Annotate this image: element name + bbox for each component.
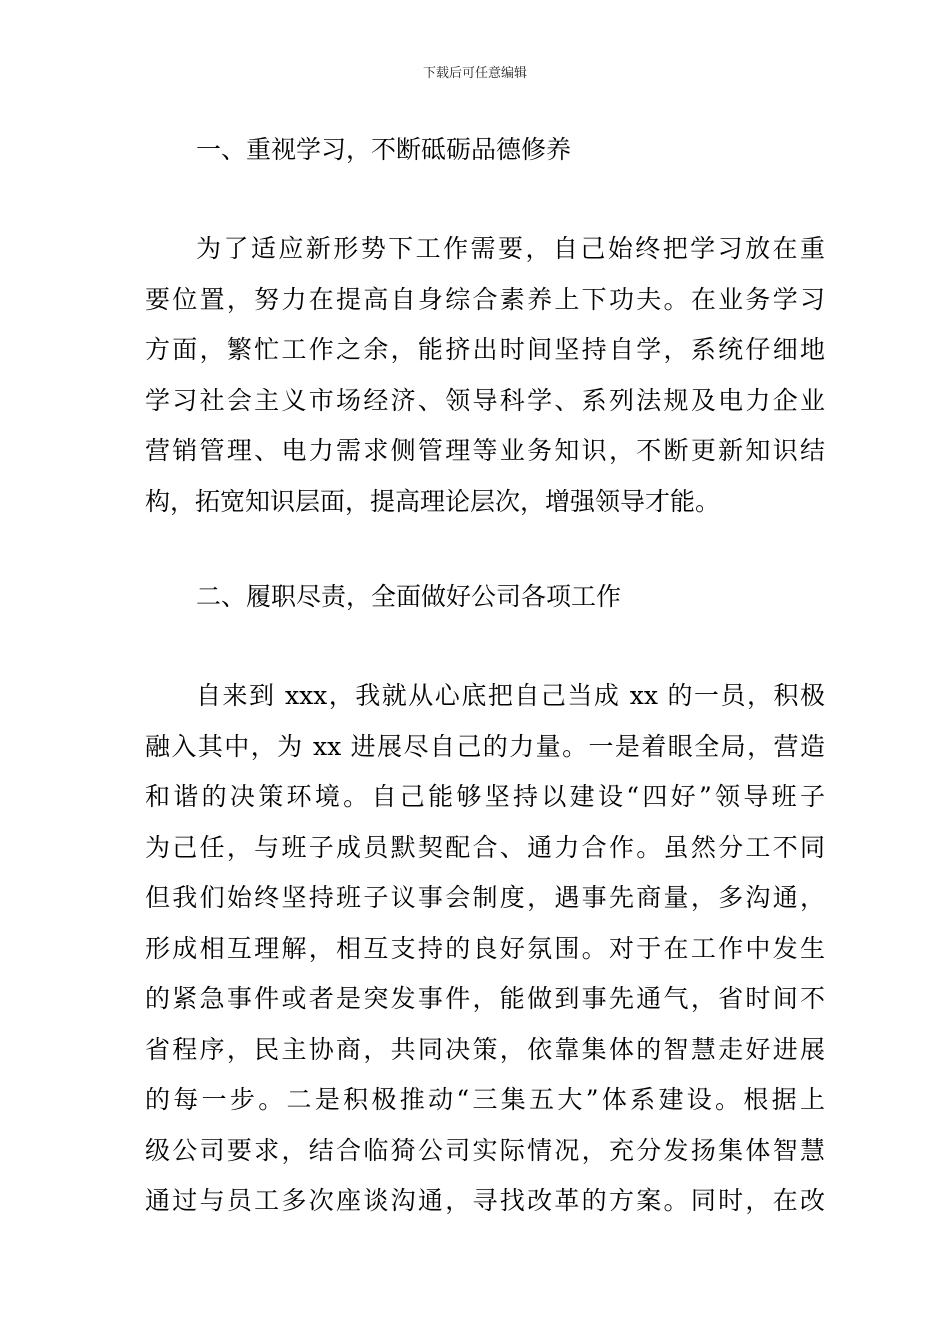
paragraph-line: 和谐的决策环境。自己能够坚持以建设“四好”领导班子 (145, 782, 825, 811)
paragraph-line: 但我们始终坚持班子议事会制度，遇事先商量，多沟通， (145, 883, 825, 912)
section-heading-2: 二、履职尽责，全面做好公司各项工作 (196, 582, 622, 611)
paragraph-line: 形成相互理解，相互支持的良好氛围。对于在工作中发生 (145, 933, 825, 963)
paragraph-line: 省程序，民主协商，共同决策，依靠集体的智慧走好进展 (145, 1034, 825, 1064)
paragraph-line: 级公司要求，结合临猗公司实际情况，充分发扬集体智慧 (145, 1135, 825, 1165)
section-paragraph-1 (145, 224, 825, 527)
paragraph-line: 营销管理、电力需求侧管理等业务知识，不断更新知识结 (145, 436, 825, 465)
page-header: 下载后可任意编辑 (422, 66, 527, 81)
paragraph-line: 构，拓宽知识层面，提高理论层次，增强领导才能。 (145, 486, 721, 516)
paragraph-line: 学习社会主义市场经济、领导科学、系列法规及电力企业 (145, 385, 825, 415)
paragraph-line: 的紧急事件或者是突发事件，能做到事先通气，省时间不 (145, 984, 825, 1013)
paragraph-line: 自来到 xxx，我就从心底把自己当成 xx 的一员，积极 (196, 681, 825, 710)
section-paragraph-2 (145, 671, 825, 1227)
paragraph-line: 为己任，与班子成员默契配合、通力合作。虽然分工不同 (145, 832, 825, 862)
paragraph-line: 方面，繁忙工作之余，能挤出时间坚持自学，系统仔细地 (145, 335, 825, 364)
paragraph-line: 要位置，努力在提高自身综合素养上下功夫。在业务学习 (145, 284, 825, 314)
paragraph-line: 通过与员工多次座谈沟通，寻找改革的方案。同时，在改 (145, 1186, 825, 1215)
section-heading-1: 一、重视学习，不断砥砺品德修养 (196, 135, 572, 164)
paragraph-line: 的每一步。二是积极推动“三集五大”体系建设。根据上 (145, 1085, 825, 1114)
paragraph-line: 为了适应新形势下工作需要，自己始终把学习放在重 (196, 234, 825, 263)
paragraph-line: 融入其中，为 xx 进展尽自己的力量。一是着眼全局，营造 (145, 731, 825, 761)
